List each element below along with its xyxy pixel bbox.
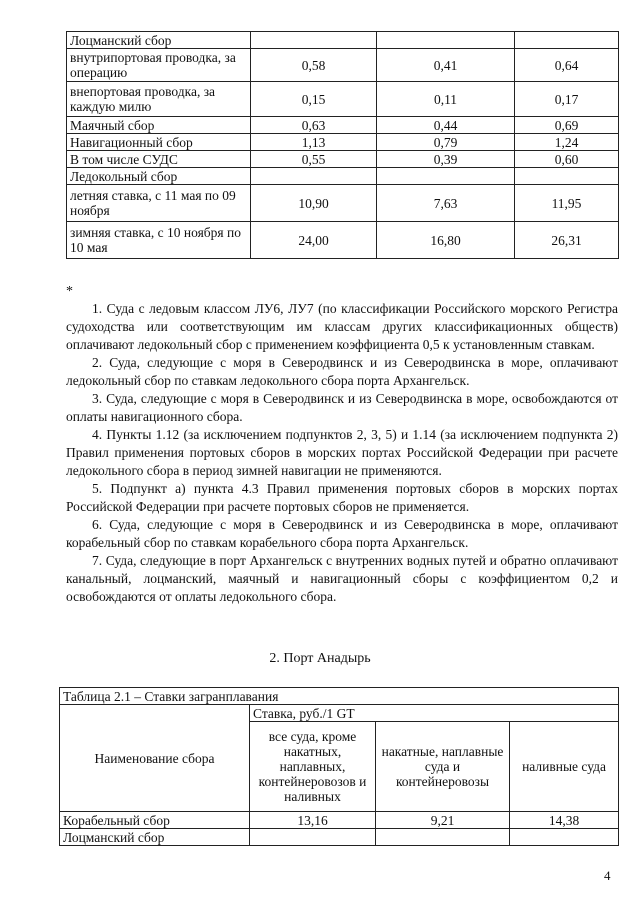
section-title: 2. Порт Анадырь (269, 651, 371, 666)
note-paragraph: 1. Суда с ледовым классом ЛУ6, ЛУ7 (по классификации Российского морского Регистра судоходства или соответствующим им классам других классификационных обществ) оплачивают ледокольный сбор с применением коэффициента 0,5 к установленным ставкам. (66, 301, 618, 352)
row-value: 16,80 (377, 222, 515, 259)
row-value (510, 829, 619, 846)
row-value (377, 32, 515, 49)
row-value: 0,79 (377, 134, 515, 151)
row-value (376, 829, 510, 846)
row-label: внепортовая проводка, за каждую милю (67, 82, 251, 117)
rate-header: Ставка, руб./1 GT (250, 705, 619, 722)
row-value: 0,17 (515, 82, 619, 117)
col-header: накатные, наплавные суда и контейнеровозы (376, 722, 510, 812)
note-paragraph: 7. Суда, следующие в порт Архангельск с внутренних водных путей и обратно оплачивают канальный, лоцманский, маячный и навигационный сборы с коэффициентом 0,2 и освобождаются от оплаты ледокольного сбора. (66, 553, 618, 604)
notes-list (66, 300, 618, 606)
foreign-rates-table (59, 687, 619, 846)
row-value: 0,69 (515, 117, 619, 134)
note-paragraph: 4. Пункты 1.12 (за исключением подпунктов 2, 3, 5) и 1.14 (за исключением подпункта 2) Правил применения портовых сборов в морских портах Российской Федерации при расчете ледокольного сбора в период зимней навигации не применяются. (66, 427, 618, 478)
row-label: Ледокольный сбор (67, 168, 251, 185)
row-value: 0,41 (377, 49, 515, 82)
table-row (67, 185, 619, 222)
row-label: летняя ставка, с 11 мая по 09 ноября (67, 185, 251, 222)
row-value: 13,16 (250, 812, 376, 829)
note-paragraph: 5. Подпункт а) пункта 4.3 Правил применения портовых сборов в морских портах Российской Федерации при расчете портовых сборов не применяется. (66, 481, 618, 514)
table-row (67, 134, 619, 151)
row-value: 26,31 (515, 222, 619, 259)
row-value (251, 168, 377, 185)
row-label: внутрипортовая проводка, за операцию (67, 49, 251, 82)
row-value: 14,38 (510, 812, 619, 829)
row-value: 0,44 (377, 117, 515, 134)
row-value (251, 32, 377, 49)
footnote-mark: * (66, 284, 73, 299)
note-paragraph: 3. Суда, следующие с моря в Северодвинск и из Северодвинска в море, освобождаются от оплаты навигационного сбора. (66, 391, 618, 424)
table-caption: Таблица 2.1 – Ставки загранплавания (60, 688, 619, 705)
row-value: 0,15 (251, 82, 377, 117)
row-value: 0,63 (251, 117, 377, 134)
note-paragraph: 6. Суда, следующие с моря в Северодвинск и из Северодвинска в море, оплачивают корабельный сбор по ставкам корабельного сбора порта Архангельск. (66, 517, 618, 550)
row-value (515, 168, 619, 185)
row-label: Лоцманский сбор (60, 829, 250, 846)
row-value: 0,39 (377, 151, 515, 168)
row-value: 0,64 (515, 49, 619, 82)
table-row (67, 49, 619, 82)
table-row (67, 168, 619, 185)
row-value: 24,00 (251, 222, 377, 259)
name-header: Наименование сбора (60, 705, 250, 812)
row-value: 10,90 (251, 185, 377, 222)
table-header-row (60, 705, 619, 722)
row-value: 7,63 (377, 185, 515, 222)
row-label: Маячный сбор (67, 117, 251, 134)
table-row (67, 82, 619, 117)
table-row (67, 117, 619, 134)
page-number: 4 (604, 868, 611, 883)
col-header: все суда, кроме накатных, наплавных, контейнеровозов и наливных (250, 722, 376, 812)
row-value: 0,60 (515, 151, 619, 168)
row-value: 0,55 (251, 151, 377, 168)
row-label: Лоцманский сбор (67, 32, 251, 49)
row-value: 11,95 (515, 185, 619, 222)
row-value (377, 168, 515, 185)
row-label: Корабельный сбор (60, 812, 250, 829)
table-row (67, 32, 619, 49)
row-value: 0,11 (377, 82, 515, 117)
row-value: 9,21 (376, 812, 510, 829)
note-paragraph: 2. Суда, следующие с моря в Северодвинск и из Северодвинска в море, оплачивают ледокольный сбор по ставкам ледокольного сбора порта Архангельск. (66, 355, 618, 388)
table-row (67, 222, 619, 259)
table-caption-row (60, 688, 619, 705)
row-value: 1,24 (515, 134, 619, 151)
row-value: 1,13 (251, 134, 377, 151)
col-header: наливные суда (510, 722, 619, 812)
row-label: Навигационный сбор (67, 134, 251, 151)
row-value (250, 829, 376, 846)
row-label: В том числе СУДС (67, 151, 251, 168)
row-value (515, 32, 619, 49)
fees-table-body (67, 32, 619, 259)
table-row (60, 829, 619, 846)
table-row (67, 151, 619, 168)
fees-table (66, 31, 619, 259)
row-value: 0,58 (251, 49, 377, 82)
row-label: зимняя ставка, с 10 ноября по 10 мая (67, 222, 251, 259)
table-row (60, 812, 619, 829)
